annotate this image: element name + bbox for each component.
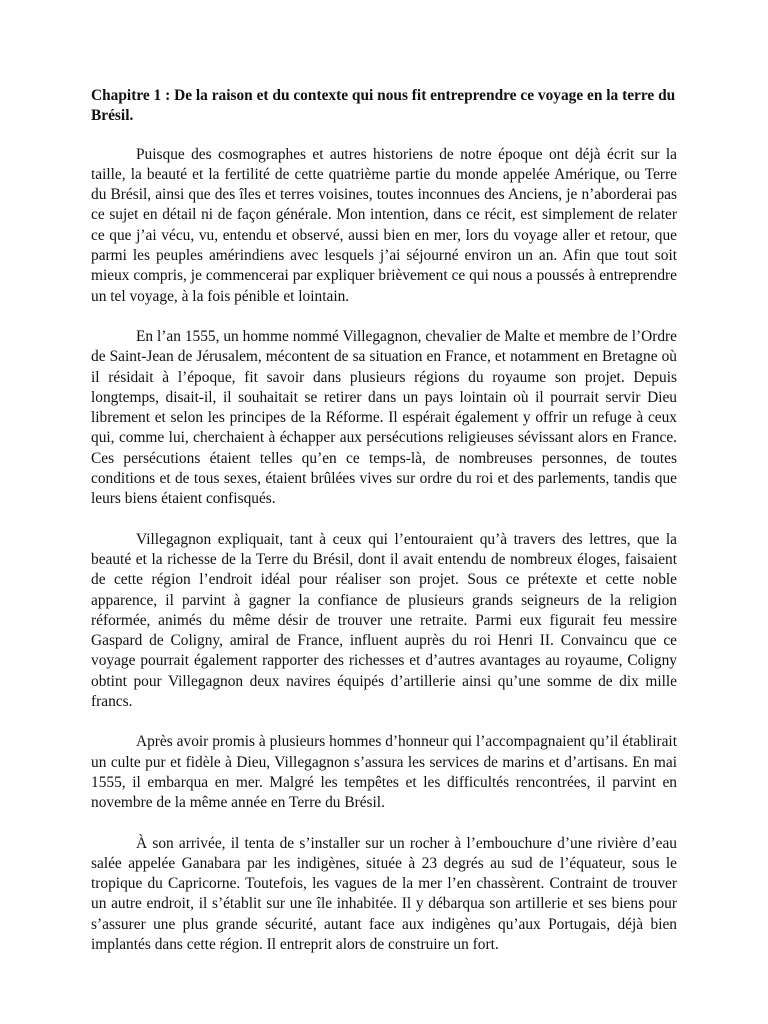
document-page <box>91 86 677 975</box>
paragraph-1: Puisque des cosmographes et autres historiens de notre époque ont déjà écrit sur la taille, la beauté et la fertilité de cette quatrième partie du monde appelée Amérique, ou Terre du Brésil, ainsi que des îles et terres voisines, toutes inconnues des Anciens, je n’aborderai pas ce sujet en détail ni de façon générale. Mon intention, dans ce récit, est simplement de relater ce que j’ai vécu, vu, entendu et observé, aussi bien en mer, lors du voyage aller et retour, que parmi les peuples amérindiens avec lesquels j’ai séjourné environ un an. Afin que tout soit mieux compris, je commencerai par expliquer brièvement ce qui nous a poussés à entreprendre un tel voyage, à la fois pénible et lointain. <box>91 145 677 305</box>
paragraph-4: Après avoir promis à plusieurs hommes d’honneur qui l’accompagnaient qu’il établirait un culte pur et fidèle à Dieu, Villegagnon s’assura les services de marins et d’artisans. En mai 1555, il embarqua en mer. Malgré les tempêtes et les difficultés rencontrées, il parvint en novembre de la même année en Terre du Brésil. <box>91 733 677 812</box>
chapter-title: Chapitre 1 : De la raison et du contexte qui nous fit entreprendre ce voyage en la terre du Brésil. <box>91 87 676 125</box>
paragraph-2: En l’an 1555, un homme nommé Villegagnon, chevalier de Malte et membre de l’Ordre de Saint-Jean de Jérusalem, mécontent de sa situation en France, et notamment en Bretagne où il résidait à l’époque, fit savoir dans plusieurs régions du royaume son projet. Depuis longtemps, disait-il, il souhaitait se retirer dans un pays lointain où il pourrait servir Dieu librement et selon les principes de la Réforme. Il espérait également y offrir un refuge à ceux qui, comme lui, cherchaient à échapper aux persécutions religieuses sévissant alors en France. Ces persécutions étaient telles qu’en ce temps-là, de nombreuses personnes, de toutes conditions et de tous sexes, étaient brûlées vives sur ordre du roi et des parlements, tandis que leurs biens étaient confisqués. <box>91 327 677 508</box>
paragraph-5: À son arrivée, il tenta de s’installer sur un rocher à l’embouchure d’une rivière d’eau salée appelée Ganabara par les indigènes, située à 23 degrés au sud de l’équateur, sous le tropique du Capricorne. Toutefois, les vagues de la mer l’en chassèrent. Contraint de trouver un autre endroit, il s’établit sur une île inhabitée. Il y débarqua son artillerie et ses biens pour s’assurer une plus grande sécurité, autant face aux indigènes qu’aux Portugais, déjà bien implantés dans cette région. Il entreprit alors de construire un fort. <box>91 834 677 953</box>
paragraph-3: Villegagnon expliquait, tant à ceux qui l’entouraient qu’à travers des lettres, que la beauté et la richesse de la Terre du Brésil, dont il avait entendu de nombreux éloges, faisaient de cette région l’endroit idéal pour réaliser son projet. Sous ce prétexte et cette noble apparence, il parvint à gagner la confiance de plusieurs grands seigneurs de la religion réformée, animés du même désir de trouver une retraite. Parmi eux figurait feu messire Gaspard de Coligny, amiral de France, influent auprès du roi Henri II. Convaincu que ce voyage pourrait également rapporter des richesses et d’autres avantages au royaume, Coligny obtint pour Villegagnon deux navires équipés d’artillerie ainsi qu’une somme de dix mille francs. <box>91 530 677 711</box>
